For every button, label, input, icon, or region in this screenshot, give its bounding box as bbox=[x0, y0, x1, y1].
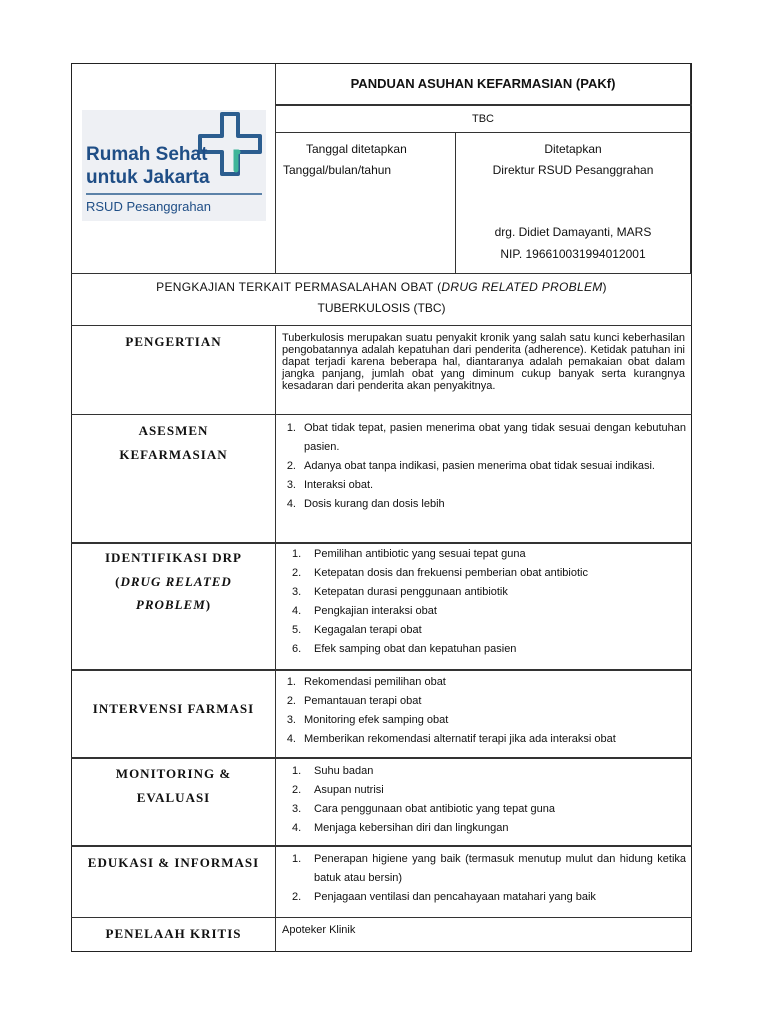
asesmen-label-line2: KEFARMASIAN bbox=[119, 447, 228, 462]
ditetapkan-by: Direktur RSUD Pesanggrahan bbox=[492, 163, 654, 177]
list-item: 4. Menjaga kebersihan diri dan lingkungan bbox=[292, 822, 509, 834]
signer-name: drg. Didiet Damayanti, MARS bbox=[494, 225, 652, 239]
tanggal-value: Tanggal/bulan/tahun bbox=[283, 163, 392, 177]
pengertian-text: Tuberkulosis merupakan suatu penyakit kronik yang salah satu kunci keberhasilan pengobatannya adalah kepatuhan dari penderita (adherence). Ketidak patuhan ini dapat terjadi karena beberapa hal, diantaranya adalah pemakaian obat dalam jangka panjang, jumlah obat yang diminum cukup banyak serta kurangnya kesadaran dari penderita akan penyakitnya. bbox=[282, 332, 685, 392]
divider-header-bottom bbox=[71, 273, 692, 274]
divider-title bbox=[275, 104, 692, 106]
list-item: 1. Suhu badan bbox=[292, 765, 374, 777]
divider-row5 bbox=[71, 845, 692, 847]
logo-line2: untuk Jakarta bbox=[86, 167, 210, 188]
monitoring-label-line1: MONITORING & bbox=[115, 766, 232, 781]
identifikasi-label-line1: IDENTIFIKASI DRP bbox=[105, 550, 242, 565]
asesmen-list bbox=[276, 419, 686, 514]
list-item: 4. Dosis kurang dan dosis lebih bbox=[286, 498, 445, 510]
document-subtitle: TBC bbox=[472, 113, 494, 125]
edukasi-list bbox=[276, 850, 686, 907]
divider-row3 bbox=[71, 669, 692, 671]
identifikasi-list bbox=[276, 545, 686, 659]
divider-section-title bbox=[71, 325, 692, 326]
divider-row1 bbox=[71, 414, 692, 415]
list-item: 2. Adanya obat tanpa indikasi, pasien menerima obat tidak sesuai indikasi. bbox=[286, 460, 655, 472]
identifikasi-label-line2: (DRUG RELATED bbox=[115, 574, 232, 589]
list-item: 1. Rekomendasi pemilihan obat bbox=[286, 676, 446, 688]
divider-subtitle bbox=[275, 132, 692, 133]
signer-nip: NIP. 196610031994012001 bbox=[500, 247, 646, 261]
ditetapkan-label: Ditetapkan bbox=[544, 142, 602, 156]
intervensi-list bbox=[276, 673, 686, 749]
logo-line3: RSUD Pesanggrahan bbox=[86, 199, 212, 214]
tanggal-label: Tanggal ditetapkan bbox=[306, 142, 407, 156]
monitoring-list bbox=[276, 762, 686, 838]
divider-row4 bbox=[71, 757, 692, 759]
document-title: PANDUAN ASUHAN KEFARMASIAN (PAKf) bbox=[350, 76, 616, 91]
list-item: 4. Pengkajian interaksi obat bbox=[292, 605, 437, 617]
list-item: 3. Monitoring efek samping obat bbox=[286, 714, 449, 726]
hospital-logo bbox=[82, 110, 266, 221]
divider-top-vertical bbox=[275, 64, 276, 273]
intervensi-label: INTERVENSI FARMASI bbox=[92, 701, 255, 716]
list-item: 1. Penerapan higiene yang baik (termasuk menutup mulut dan hidung ketika batuk atau bersin) bbox=[292, 853, 686, 884]
asesmen-label-line1: ASESMEN bbox=[138, 423, 209, 438]
list-item: 3. Interaksi obat. bbox=[286, 479, 374, 491]
penelaah-label: PENELAAH KRITIS bbox=[105, 926, 242, 941]
list-item: 4. Memberikan rekomendasi alternatif terapi jika ada interaksi obat bbox=[286, 733, 616, 745]
list-item: 2. Penjagaan ventilasi dan pencahayaan matahari yang baik bbox=[292, 891, 596, 903]
identifikasi-label-line3: PROBLEM) bbox=[135, 597, 212, 612]
list-item: 6. Efek samping obat dan kepatuhan pasien bbox=[292, 643, 517, 655]
list-item: 2. Ketepatan dosis dan frekuensi pemberian obat antibiotic bbox=[292, 567, 588, 579]
divider-right-vertical bbox=[690, 64, 691, 273]
list-item: 3. Cara penggunaan obat antibiotic yang tepat guna bbox=[292, 803, 555, 815]
list-item: 5. Kegagalan terapi obat bbox=[292, 624, 422, 636]
list-item: 1. Obat tidak tepat, pasien menerima obat yang tidak sesuai dengan kebutuhan pasien. bbox=[286, 422, 686, 453]
list-item: 1. Pemilihan antibiotic yang sesuai tepat guna bbox=[292, 548, 526, 560]
section-title-line1: PENGKAJIAN TERKAIT PERMASALAHAN OBAT (DRUG RELATED PROBLEM) bbox=[156, 280, 607, 294]
list-item: 2. Pemantauan terapi obat bbox=[286, 695, 422, 707]
pengertian-label: PENGERTIAN bbox=[125, 334, 222, 349]
logo-line1: Rumah Sehat bbox=[86, 144, 208, 165]
penelaah-text: Apoteker Klinik bbox=[282, 924, 356, 936]
edukasi-label: EDUKASI & INFORMASI bbox=[87, 855, 260, 870]
divider-row2 bbox=[71, 542, 692, 544]
section-title-line2: TUBERKULOSIS (TBC) bbox=[317, 301, 446, 315]
monitoring-label-line2: EVALUASI bbox=[136, 790, 211, 805]
list-item: 3. Ketepatan durasi penggunaan antibiotik bbox=[292, 586, 508, 598]
divider-row6 bbox=[71, 917, 692, 918]
list-item: 2. Asupan nutrisi bbox=[292, 784, 384, 796]
